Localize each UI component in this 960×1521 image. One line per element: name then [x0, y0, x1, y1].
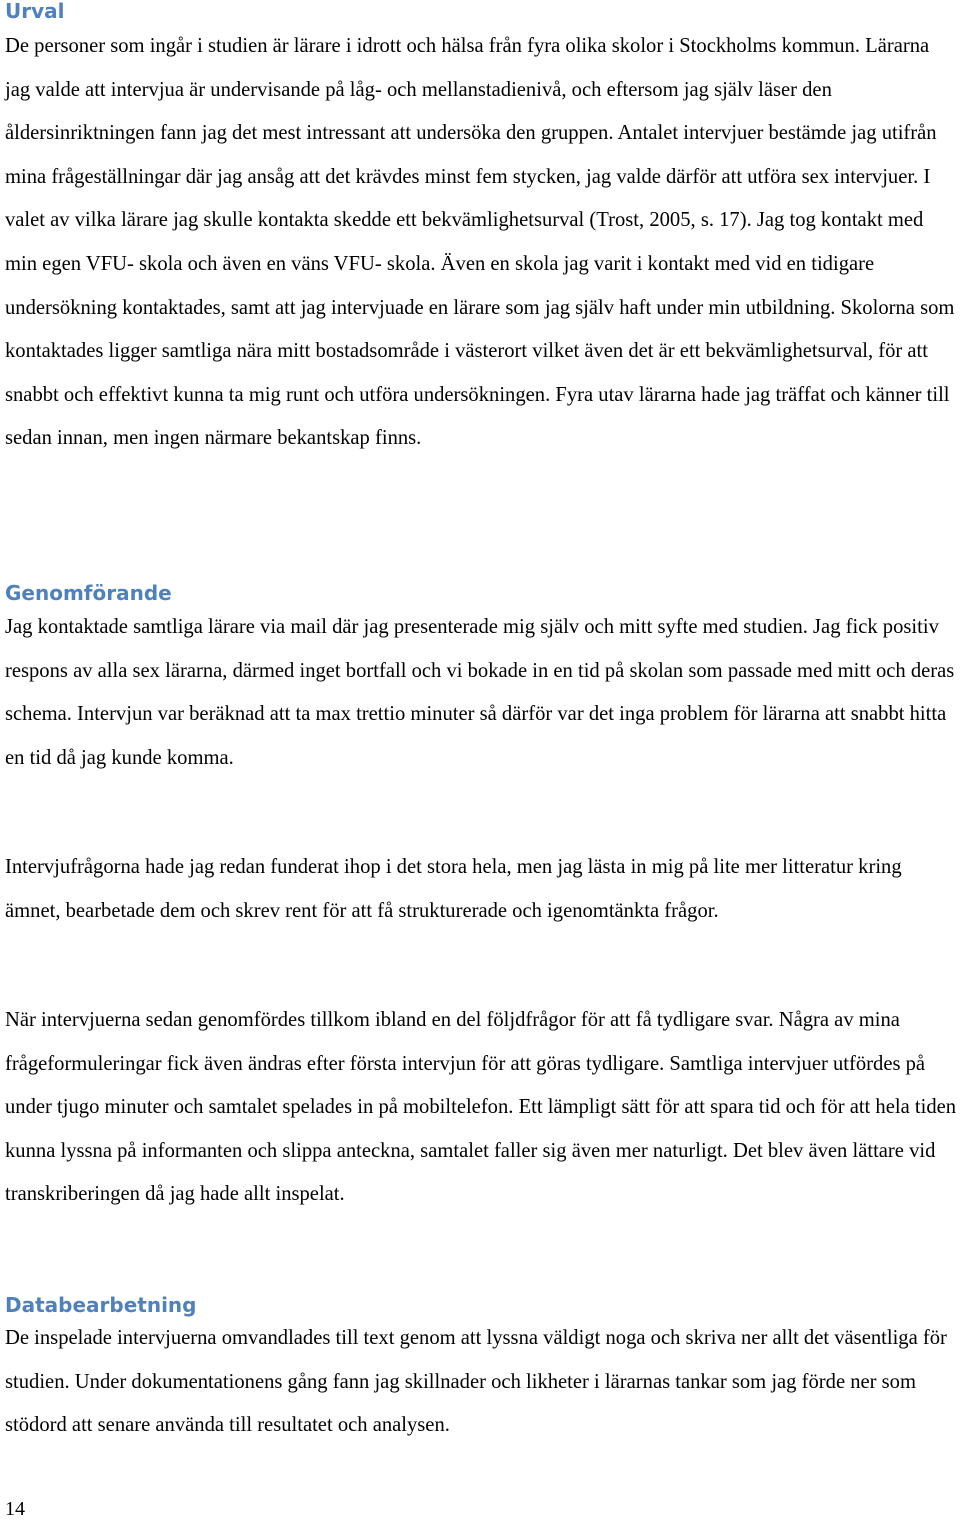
section-heading-databearbetning: Databearbetning — [5, 1293, 197, 1317]
paragraph-databearbetning: De inspelade intervjuerna omvandlades till text genom att lyssna väldigt noga och skriva ner allt det väsentliga för studien. Under dokumentationens gång fann jag skillnader och likheter i lärarnas tankar som jag förde ner som stödord att senare använda till resultatet och analysen. — [5, 1327, 947, 1437]
paragraph-urval: De personer som ingår i studien är lärare i idrott och hälsa från fyra olika skolor i Stockholms kommun. Lärarna jag valde att intervjua är undervisande på låg- och mellanstadienivå, och eftersom jag själv läser den åldersinriktningen fann jag det mest intressant att undersöka den gruppen. Antalet intervjuer bestämde jag utifrån mina frågeställningar där jag ansåg att det krävdes minst fem stycken, jag valde därför att utföra sex intervjuer. I valet av vilka lärare jag skulle kontakta skedde ett bekvämlighetsurval (Trost, 2005, s. 17). Jag tog kontakt med min egen VFU- skola och även en väns VFU- skola. Även en skola jag varit i kontakt med vid en tidigare undersökning kontaktades, samt att jag intervjuade en lärare som jag själv haft under min utbildning. Skolorna som kontaktades ligger samtliga nära mitt bostadsområde i västerort vilket även det är ett bekvämlighetsurval, för att snabbt och effektivt kunna ta mig runt och utföra undersökningen. Fyra utav lärarna hade jag träffat och känner till sedan innan, men ingen närmare bekantskap finns. — [5, 35, 955, 450]
section-heading-urval: Urval — [5, 0, 65, 23]
section-heading-genomforande: Genomförande — [5, 581, 172, 605]
paragraph-genomforande-1: Jag kontaktade samtliga lärare via mail där jag presenterade mig själv och mitt syfte med studien. Jag fick positiv respons av alla sex lärarna, därmed inget bortfall och vi bokade in en tid på skolan som passade med mitt och deras schema. Intervjun var beräknad att ta max trettio minuter så därför var det inga problem för lärarna att snabbt hitta en tid då jag kunde komma. — [5, 616, 955, 769]
page-number: 14 — [5, 1498, 25, 1520]
paragraph-genomforande-3: När intervjuerna sedan genomfördes tillkom ibland en del följdfrågor för att få tydligare svar. Några av mina frågeformuleringar fick även ändras efter första intervjun för att göras tydligare. Samtliga intervjuer utfördes på under tjugo minuter och samtalet spelades in på mobiltelefon. Ett lämpligt sätt för att spara tid och för att hela tiden kunna lyssna på informanten och slippa anteckna, samtalet faller sig även mer naturligt. Det blev även lättare vid transkriberingen då jag hade allt inspelat. — [5, 1009, 957, 1206]
paragraph-genomforande-2: Intervjufrågorna hade jag redan funderat ihop i det stora hela, men jag lästa in mig på lite mer litteratur kring ämnet, bearbetade dem och skrev rent för att få strukturerade och igenomtänkta frågor. — [5, 856, 902, 922]
